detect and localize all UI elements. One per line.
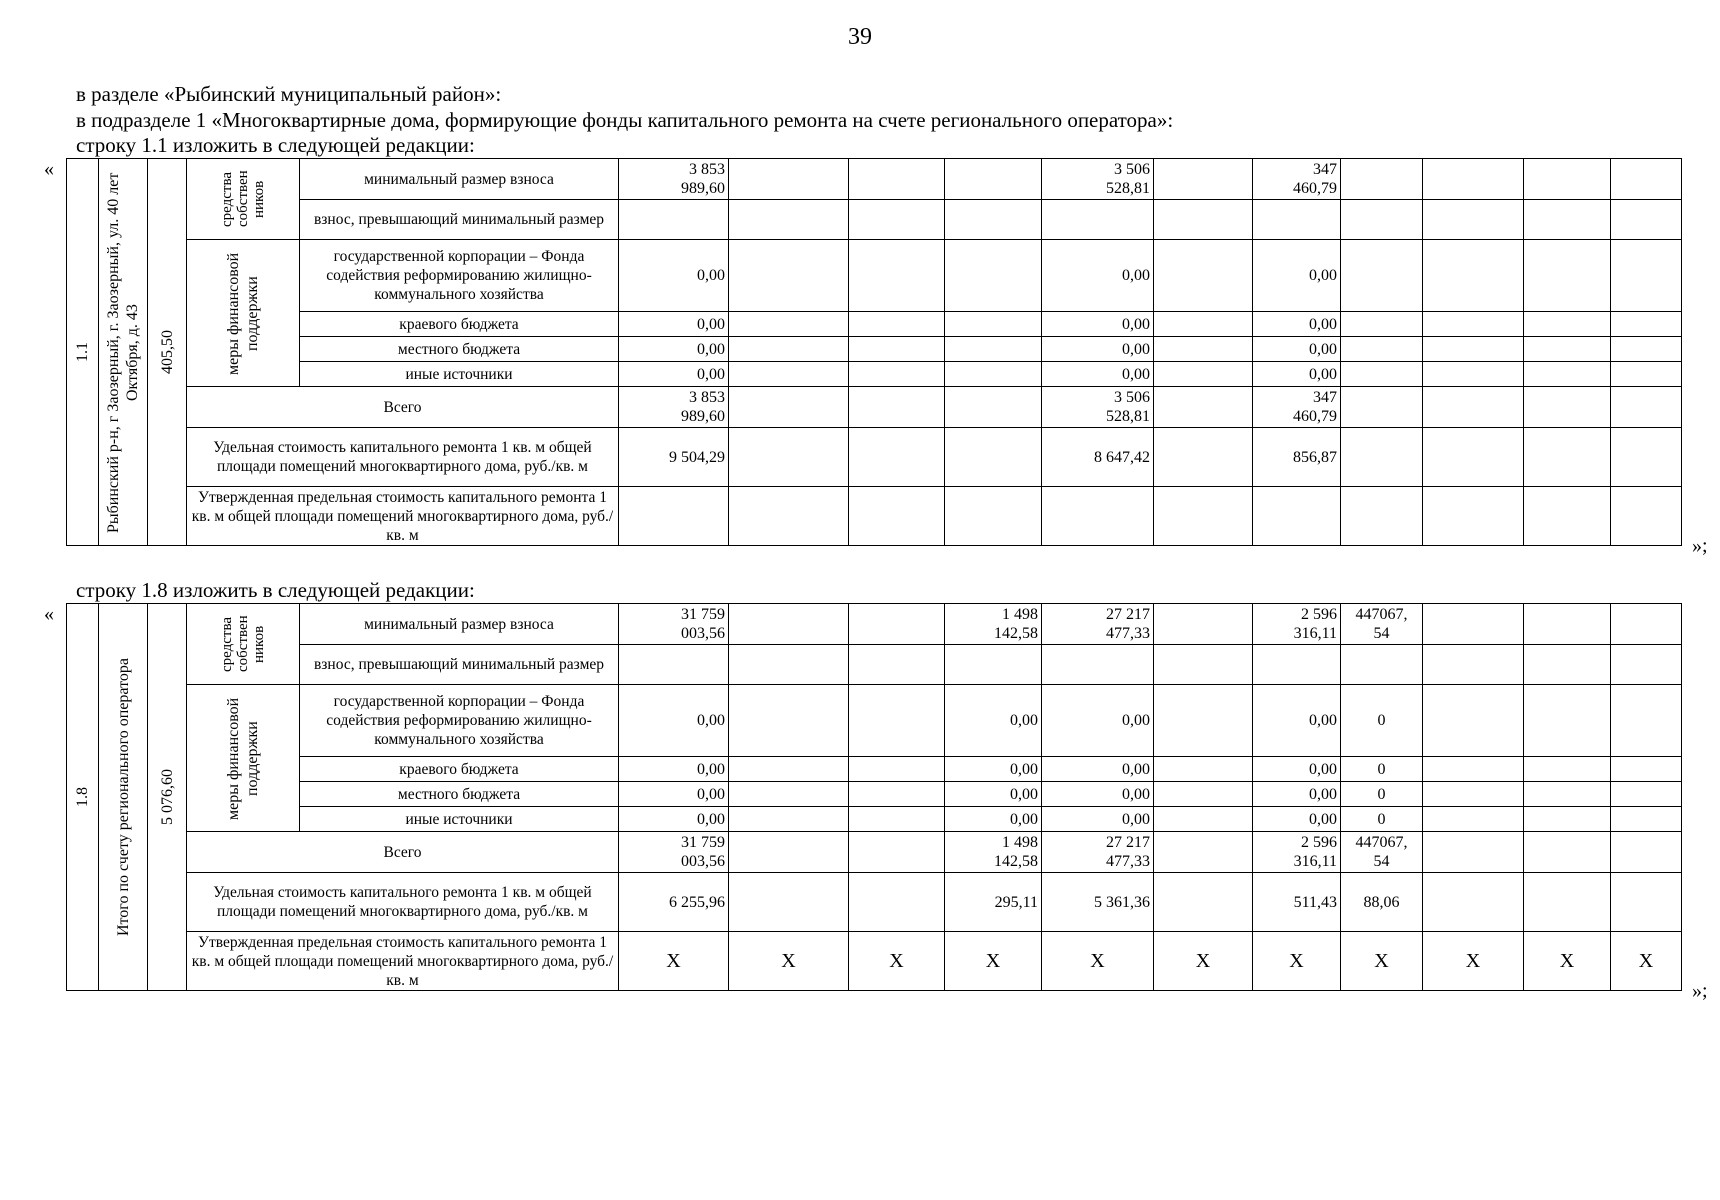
data-cell: 0 bbox=[1341, 807, 1423, 832]
table-row bbox=[67, 428, 1682, 487]
data-cell: 0,00 bbox=[945, 757, 1042, 782]
data-cell: 31 759 003,56 bbox=[619, 604, 729, 645]
subsection-heading: в подразделе 1 «Многоквартирные дома, формирующие фонды капитального ремонта на счете регионального оператора»: bbox=[76, 108, 1174, 132]
data-cell bbox=[945, 337, 1042, 362]
data-cell bbox=[945, 362, 1042, 387]
data-cell bbox=[945, 312, 1042, 337]
data-cell bbox=[729, 200, 849, 240]
data-cell bbox=[1154, 645, 1253, 685]
data-cell bbox=[1611, 240, 1682, 312]
data-cell bbox=[619, 645, 729, 685]
opening-quote: « bbox=[44, 158, 54, 180]
table-row bbox=[67, 312, 1682, 337]
data-cell bbox=[1423, 487, 1524, 546]
data-cell: 0,00 bbox=[619, 685, 729, 757]
local-budget-label: местного бюджета bbox=[300, 337, 619, 362]
data-cell bbox=[849, 604, 945, 645]
data-cell bbox=[1611, 757, 1682, 782]
data-cell bbox=[1154, 200, 1253, 240]
address-cell bbox=[99, 159, 148, 546]
data-cell bbox=[729, 362, 849, 387]
data-cell bbox=[1341, 312, 1423, 337]
data-cell: X bbox=[1341, 932, 1423, 991]
owners-funds-cell bbox=[187, 159, 300, 240]
data-cell: 0,00 bbox=[619, 362, 729, 387]
data-cell bbox=[1042, 200, 1154, 240]
data-cell bbox=[1524, 487, 1611, 546]
data-cell bbox=[945, 428, 1042, 487]
area: 5 076,60 bbox=[158, 769, 176, 825]
data-cell bbox=[1253, 645, 1341, 685]
data-cell: 0,00 bbox=[1253, 807, 1341, 832]
data-cell bbox=[729, 645, 849, 685]
data-cell bbox=[1154, 362, 1253, 387]
data-cell: 0,00 bbox=[945, 685, 1042, 757]
data-cell bbox=[1423, 645, 1524, 685]
closing-quote: »; bbox=[1692, 980, 1708, 1002]
data-cell bbox=[1423, 337, 1524, 362]
data-cell bbox=[1524, 312, 1611, 337]
data-cell: 8 647,42 bbox=[1042, 428, 1154, 487]
table-row bbox=[67, 645, 1682, 685]
local-budget-label: местного бюджета bbox=[300, 782, 619, 807]
data-cell bbox=[849, 832, 945, 873]
data-cell: X bbox=[1154, 932, 1253, 991]
data-cell bbox=[1154, 159, 1253, 200]
data-cell: 347 460,79 bbox=[1253, 387, 1341, 428]
data-cell bbox=[1524, 873, 1611, 932]
data-cell: 295,11 bbox=[945, 873, 1042, 932]
data-cell: 2 596 316,11 bbox=[1253, 832, 1341, 873]
data-cell: 0,00 bbox=[1253, 782, 1341, 807]
data-cell: 447067, 54 bbox=[1341, 604, 1423, 645]
data-cell: 31 759 003,56 bbox=[619, 832, 729, 873]
data-cell: 0 bbox=[1341, 782, 1423, 807]
data-cell bbox=[1154, 757, 1253, 782]
data-cell: 2 596 316,11 bbox=[1253, 604, 1341, 645]
table-row bbox=[67, 337, 1682, 362]
data-cell bbox=[1611, 782, 1682, 807]
data-cell: 0,00 bbox=[619, 337, 729, 362]
data-cell bbox=[1611, 387, 1682, 428]
data-cell bbox=[1341, 240, 1423, 312]
data-cell: 9 504,29 bbox=[619, 428, 729, 487]
table-row bbox=[67, 159, 1682, 200]
data-cell bbox=[1524, 159, 1611, 200]
data-cell bbox=[849, 200, 945, 240]
data-cell: 5 361,36 bbox=[1042, 873, 1154, 932]
data-cell bbox=[1524, 362, 1611, 387]
excess-fee-label: взнос, превышающий минимальный размер bbox=[300, 200, 619, 240]
data-cell bbox=[849, 757, 945, 782]
data-cell bbox=[1341, 337, 1423, 362]
data-cell bbox=[1253, 200, 1341, 240]
data-cell bbox=[849, 487, 945, 546]
data-cell bbox=[1423, 807, 1524, 832]
data-cell bbox=[849, 782, 945, 807]
data-cell bbox=[729, 387, 849, 428]
table-row bbox=[67, 782, 1682, 807]
instruction-row-1-1: строку 1.1 изложить в следующей редакции: bbox=[76, 133, 475, 157]
data-cell bbox=[1154, 685, 1253, 757]
data-cell: 1 498 142,58 bbox=[945, 604, 1042, 645]
data-cell: 0,00 bbox=[1253, 337, 1341, 362]
data-cell bbox=[1154, 604, 1253, 645]
data-cell bbox=[619, 487, 729, 546]
data-cell bbox=[1611, 685, 1682, 757]
data-cell: 1 498 142,58 bbox=[945, 832, 1042, 873]
data-cell bbox=[729, 807, 849, 832]
table-row bbox=[67, 387, 1682, 428]
data-cell bbox=[1423, 685, 1524, 757]
table-row bbox=[67, 200, 1682, 240]
data-cell: 0,00 bbox=[1253, 362, 1341, 387]
data-cell: 27 217 477,33 bbox=[1042, 832, 1154, 873]
data-cell bbox=[1611, 159, 1682, 200]
data-cell: 0,00 bbox=[945, 782, 1042, 807]
approved-limit-label: Утвержденная предельная стоимость капитального ремонта 1 кв. м общей площади помещений многоквартирного дома, руб./кв. м bbox=[187, 487, 619, 546]
data-cell: X bbox=[945, 932, 1042, 991]
support-measures-cell bbox=[187, 685, 300, 832]
data-cell bbox=[1423, 312, 1524, 337]
data-cell bbox=[729, 240, 849, 312]
row-number-cell bbox=[67, 604, 99, 991]
data-cell: 0,00 bbox=[619, 807, 729, 832]
data-cell bbox=[1611, 337, 1682, 362]
data-cell bbox=[729, 685, 849, 757]
data-cell bbox=[729, 312, 849, 337]
data-cell: X bbox=[1611, 932, 1682, 991]
data-cell bbox=[1423, 782, 1524, 807]
data-cell bbox=[1154, 387, 1253, 428]
other-sources-label: иные источники bbox=[300, 807, 619, 832]
data-cell bbox=[1423, 604, 1524, 645]
data-cell bbox=[1423, 240, 1524, 312]
unit-cost-label: Удельная стоимость капитального ремонта 1 кв. м общей площади помещений многоквартирного дома, руб./кв. м bbox=[187, 873, 619, 932]
data-cell: 0,00 bbox=[945, 807, 1042, 832]
data-cell bbox=[1524, 807, 1611, 832]
data-cell bbox=[1611, 645, 1682, 685]
data-cell: 447067, 54 bbox=[1341, 832, 1423, 873]
excess-fee-label: взнос, превышающий минимальный размер bbox=[300, 645, 619, 685]
data-cell bbox=[1611, 604, 1682, 645]
data-cell: X bbox=[1042, 932, 1154, 991]
data-cell bbox=[945, 645, 1042, 685]
row-number: 1.8 bbox=[74, 787, 91, 807]
data-cell bbox=[1423, 200, 1524, 240]
data-cell bbox=[1341, 387, 1423, 428]
data-cell bbox=[1423, 428, 1524, 487]
data-cell: 0,00 bbox=[1253, 240, 1341, 312]
data-cell bbox=[1154, 782, 1253, 807]
data-cell: 88,06 bbox=[1341, 873, 1423, 932]
support-measures-cell bbox=[187, 240, 300, 387]
data-cell bbox=[729, 873, 849, 932]
table-row-1-8 bbox=[66, 603, 1682, 991]
data-cell: X bbox=[849, 932, 945, 991]
data-cell: 27 217 477,33 bbox=[1042, 604, 1154, 645]
data-cell bbox=[849, 685, 945, 757]
data-cell bbox=[729, 832, 849, 873]
page-number: 39 bbox=[848, 24, 872, 50]
table-row bbox=[67, 873, 1682, 932]
table-row bbox=[67, 685, 1682, 757]
data-cell: 6 255,96 bbox=[619, 873, 729, 932]
closing-quote: »; bbox=[1692, 535, 1708, 557]
data-cell bbox=[849, 362, 945, 387]
data-cell bbox=[1524, 387, 1611, 428]
table-row bbox=[67, 932, 1682, 991]
data-cell bbox=[1042, 487, 1154, 546]
data-cell bbox=[1524, 200, 1611, 240]
data-cell bbox=[619, 200, 729, 240]
data-cell bbox=[1524, 832, 1611, 873]
data-cell bbox=[1423, 387, 1524, 428]
data-cell bbox=[1611, 200, 1682, 240]
data-cell bbox=[729, 159, 849, 200]
data-cell bbox=[729, 782, 849, 807]
data-cell bbox=[1611, 362, 1682, 387]
table-row-1-1 bbox=[66, 158, 1682, 546]
row-number-cell bbox=[67, 159, 99, 546]
unit-cost-label: Удельная стоимость капитального ремонта 1 кв. м общей площади помещений многоквартирного дома, руб./кв. м bbox=[187, 428, 619, 487]
data-cell bbox=[1154, 337, 1253, 362]
data-cell bbox=[849, 387, 945, 428]
min-fee-label: минимальный размер взноса bbox=[300, 159, 619, 200]
data-cell bbox=[849, 337, 945, 362]
data-cell: X bbox=[619, 932, 729, 991]
data-cell bbox=[1154, 807, 1253, 832]
instruction-row-1-8: строку 1.8 изложить в следующей редакции: bbox=[76, 578, 475, 602]
area: 405,50 bbox=[158, 330, 176, 374]
total-label: Всего bbox=[187, 832, 619, 873]
data-cell bbox=[1524, 240, 1611, 312]
data-cell: X bbox=[729, 932, 849, 991]
regional-budget-label: краевого бюджета bbox=[300, 312, 619, 337]
data-cell: 3 506 528,81 bbox=[1042, 387, 1154, 428]
owners-funds-label: средства собствен ников bbox=[219, 615, 267, 673]
state-corp-label: государственной корпорации – Фонда содействия реформированию жилищно-коммунального хозяйства bbox=[300, 240, 619, 312]
data-cell bbox=[1042, 645, 1154, 685]
data-cell: 0,00 bbox=[1042, 362, 1154, 387]
data-cell bbox=[1524, 757, 1611, 782]
data-cell bbox=[1524, 428, 1611, 487]
data-cell bbox=[1524, 685, 1611, 757]
data-cell: 3 853 989,60 bbox=[619, 387, 729, 428]
table-row bbox=[67, 487, 1682, 546]
table-row bbox=[67, 362, 1682, 387]
total-label: Всего bbox=[187, 387, 619, 428]
data-cell bbox=[849, 312, 945, 337]
table-row bbox=[67, 757, 1682, 782]
data-cell: 0 bbox=[1341, 757, 1423, 782]
data-cell: 511,43 bbox=[1253, 873, 1341, 932]
total-account-label: Итого по счету регионального оператора bbox=[114, 657, 132, 937]
data-cell bbox=[1611, 487, 1682, 546]
regional-budget-label: краевого бюджета bbox=[300, 757, 619, 782]
table-row bbox=[67, 807, 1682, 832]
data-cell: 3 506 528,81 bbox=[1042, 159, 1154, 200]
table-row bbox=[67, 604, 1682, 645]
data-cell: X bbox=[1524, 932, 1611, 991]
data-cell bbox=[1154, 240, 1253, 312]
data-cell: 0,00 bbox=[1042, 312, 1154, 337]
owners-funds-cell bbox=[187, 604, 300, 685]
data-cell bbox=[945, 159, 1042, 200]
data-cell: 0,00 bbox=[1253, 685, 1341, 757]
data-cell: 856,87 bbox=[1253, 428, 1341, 487]
data-cell: X bbox=[1423, 932, 1524, 991]
data-cell bbox=[1611, 832, 1682, 873]
data-cell bbox=[1154, 312, 1253, 337]
data-cell bbox=[849, 807, 945, 832]
table-row bbox=[67, 240, 1682, 312]
data-cell: 0,00 bbox=[1042, 807, 1154, 832]
data-cell: 3 853 989,60 bbox=[619, 159, 729, 200]
data-cell: 0,00 bbox=[1253, 312, 1341, 337]
data-cell bbox=[1154, 873, 1253, 932]
data-cell bbox=[945, 487, 1042, 546]
total-account-cell bbox=[99, 604, 148, 991]
section-heading: в разделе «Рыбинский муниципальный район»: bbox=[76, 82, 502, 106]
state-corp-label: государственной корпорации – Фонда содействия реформированию жилищно-коммунального хозяйства bbox=[300, 685, 619, 757]
data-cell bbox=[1423, 832, 1524, 873]
data-cell bbox=[729, 604, 849, 645]
data-cell bbox=[945, 240, 1042, 312]
data-cell bbox=[1524, 604, 1611, 645]
support-measures-label: меры финансовой поддержки bbox=[225, 251, 261, 375]
data-cell: 0,00 bbox=[619, 757, 729, 782]
data-cell bbox=[1341, 159, 1423, 200]
data-cell bbox=[849, 873, 945, 932]
data-cell bbox=[1423, 362, 1524, 387]
data-cell bbox=[1423, 159, 1524, 200]
data-cell bbox=[1524, 645, 1611, 685]
data-cell bbox=[1341, 200, 1423, 240]
data-cell bbox=[1154, 832, 1253, 873]
data-cell: 0,00 bbox=[1042, 685, 1154, 757]
support-measures-label: меры финансовой поддержки bbox=[225, 696, 261, 820]
other-sources-label: иные источники bbox=[300, 362, 619, 387]
data-cell bbox=[1154, 428, 1253, 487]
data-cell bbox=[849, 645, 945, 685]
data-cell bbox=[729, 428, 849, 487]
data-cell: X bbox=[1253, 932, 1341, 991]
data-cell: 347 460,79 bbox=[1253, 159, 1341, 200]
data-cell bbox=[1611, 312, 1682, 337]
data-cell bbox=[1341, 487, 1423, 546]
data-cell bbox=[1154, 487, 1253, 546]
data-cell: 0,00 bbox=[1042, 782, 1154, 807]
data-cell bbox=[849, 428, 945, 487]
data-cell bbox=[1341, 645, 1423, 685]
data-cell bbox=[1423, 873, 1524, 932]
data-cell: 0,00 bbox=[619, 782, 729, 807]
data-cell bbox=[1524, 337, 1611, 362]
address: Рыбинский р-н, г Заозерный, г. Заозерный, ул. 40 лет Октября, д. 43 bbox=[105, 171, 141, 533]
data-cell: 0,00 bbox=[1042, 337, 1154, 362]
data-cell bbox=[849, 240, 945, 312]
data-cell bbox=[1341, 362, 1423, 387]
data-cell: 0,00 bbox=[1042, 757, 1154, 782]
owners-funds-label: средства собствен ников bbox=[219, 170, 267, 228]
data-cell bbox=[1253, 487, 1341, 546]
data-cell bbox=[729, 487, 849, 546]
data-cell: 0,00 bbox=[619, 240, 729, 312]
approved-limit-label: Утвержденная предельная стоимость капитального ремонта 1 кв. м общей площади помещений многоквартирного дома, руб./кв. м bbox=[187, 932, 619, 991]
data-cell bbox=[1611, 807, 1682, 832]
data-cell bbox=[849, 159, 945, 200]
data-cell bbox=[945, 387, 1042, 428]
data-cell: 0,00 bbox=[1253, 757, 1341, 782]
data-cell bbox=[1611, 873, 1682, 932]
table-row bbox=[67, 832, 1682, 873]
data-cell bbox=[1524, 782, 1611, 807]
min-fee-label: минимальный размер взноса bbox=[300, 604, 619, 645]
data-cell bbox=[729, 337, 849, 362]
data-cell: 0,00 bbox=[1042, 240, 1154, 312]
data-cell: 0 bbox=[1341, 685, 1423, 757]
data-cell bbox=[1423, 757, 1524, 782]
data-cell: 0,00 bbox=[619, 312, 729, 337]
data-cell bbox=[1611, 428, 1682, 487]
data-cell bbox=[945, 200, 1042, 240]
data-cell bbox=[1341, 428, 1423, 487]
area-cell bbox=[148, 604, 187, 991]
data-cell bbox=[729, 757, 849, 782]
area-cell bbox=[148, 159, 187, 546]
opening-quote: « bbox=[44, 603, 54, 625]
row-number: 1.1 bbox=[74, 342, 91, 362]
